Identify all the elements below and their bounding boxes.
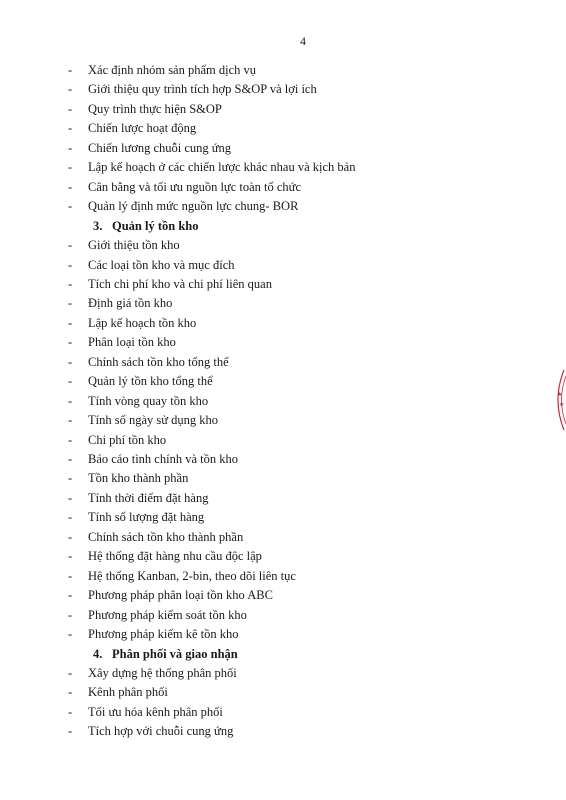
- list-item-text: Phương pháp kiểm kê tồn kho: [88, 627, 239, 642]
- svg-text:★: ★: [557, 391, 563, 398]
- section-title: Quản lý tồn kho: [112, 218, 199, 233]
- list-item-text: Phương pháp phân loại tồn kho ABC: [88, 588, 273, 603]
- list-item-text: Quản lý tồn kho tổng thể: [88, 374, 213, 389]
- bullet-dash: -: [68, 471, 73, 486]
- bullet-dash: -: [68, 627, 73, 642]
- bullet-dash: -: [68, 665, 73, 680]
- list-item: [68, 567, 296, 586]
- bullet-dash: -: [68, 510, 73, 525]
- section-number: 3.: [93, 218, 103, 233]
- list-item-text: Các loại tồn kho và mục đích: [88, 257, 235, 272]
- section-title: Phân phối và giao nhận: [112, 646, 238, 661]
- list-item: [68, 411, 218, 430]
- list-item: [68, 508, 204, 527]
- bullet-dash: -: [68, 393, 73, 408]
- list-item: [68, 431, 166, 450]
- list-item-text: Cân bằng và tối ưu nguồn lực toàn tổ chức: [88, 179, 301, 194]
- list-item-text: Xây dựng hệ thống phân phối: [88, 665, 237, 680]
- list-item-text: Lập kế hoạch tồn kho: [88, 315, 197, 330]
- bullet-dash: -: [68, 63, 73, 77]
- list-item: [68, 197, 298, 216]
- list-item: [68, 256, 235, 275]
- list-item-text: Quản lý định mức nguồn lực chung- BOR: [88, 199, 299, 214]
- bullet-dash: -: [68, 413, 73, 428]
- list-item-text: Tồn kho thành phần: [88, 471, 189, 486]
- list-item: [68, 469, 188, 488]
- list-item: [68, 722, 233, 741]
- bullet-dash: -: [68, 724, 73, 739]
- bullet-dash: -: [68, 82, 73, 97]
- list-item-text: Tính số lượng đặt hàng: [88, 510, 205, 525]
- list-item: [68, 314, 196, 333]
- list-item: [68, 586, 273, 605]
- list-item-text: Chi phí tồn kho: [88, 432, 167, 447]
- list-item: [68, 547, 262, 566]
- list-item: [68, 703, 223, 722]
- list-item-text: Giới thiệu tồn kho: [88, 238, 180, 253]
- list-item: [68, 178, 301, 197]
- bullet-dash: -: [68, 549, 73, 564]
- list-item: [68, 664, 237, 683]
- list-item: [68, 119, 196, 138]
- bullet-dash: -: [68, 257, 73, 272]
- svg-text:★: ★: [559, 401, 565, 408]
- list-item-text: Giới thiệu quy trình tích hợp S&OP và lợi ích: [88, 82, 317, 97]
- bullet-dash: -: [68, 276, 73, 291]
- bullet-dash: -: [68, 704, 73, 719]
- list-item-text: Tích hợp với chuỗi cung ứng: [88, 724, 234, 739]
- list-item: [68, 450, 238, 469]
- bullet-dash: -: [68, 296, 73, 311]
- list-item-text: Tính vòng quay tồn kho: [88, 393, 209, 408]
- list-item: [68, 139, 231, 158]
- red-stamp-edge: [550, 368, 566, 432]
- list-item-text: Định giá tồn kho: [88, 296, 173, 311]
- bullet-dash: -: [68, 685, 73, 700]
- list-item-text: Báo cáo tình chính và tồn kho: [88, 452, 238, 466]
- list-item: [68, 372, 213, 391]
- list-item-text: Hệ thống đặt hàng nhu cầu độc lập: [88, 549, 262, 564]
- bullet-dash: -: [68, 588, 73, 603]
- bullet-dash: -: [68, 452, 73, 466]
- list-item: [68, 61, 256, 80]
- bullet-dash: -: [68, 140, 73, 155]
- bullet-dash: -: [68, 335, 73, 350]
- bullet-dash: -: [68, 199, 73, 214]
- list-item-text: Hệ thống Kanban, 2-bin, theo dõi liên tục: [88, 568, 296, 583]
- bullet-dash: -: [68, 607, 73, 622]
- section-heading: [93, 645, 238, 664]
- list-item-text: Chính sách tồn kho thành phần: [88, 529, 244, 544]
- bullet-dash: -: [68, 179, 73, 194]
- page-number: 4: [300, 34, 306, 48]
- bullet-dash: -: [68, 315, 73, 330]
- list-item: [68, 80, 317, 99]
- bullet-dash: -: [68, 101, 73, 116]
- bullet-dash: -: [68, 374, 73, 389]
- list-item-text: Xác định nhóm sản phẩm dịch vụ: [88, 63, 257, 77]
- bullet-dash: -: [68, 529, 73, 544]
- list-item-text: Tối ưu hóa kênh phân phối: [88, 704, 223, 719]
- list-item-text: Kênh phân phối: [88, 685, 168, 700]
- list-item-text: Chiến lược hoạt động: [88, 121, 197, 136]
- list-item: [68, 528, 243, 547]
- list-item: [68, 353, 229, 372]
- list-item-text: Quy trình thực hiện S&OP: [88, 101, 222, 116]
- list-item: [68, 158, 355, 177]
- bullet-dash: -: [68, 238, 73, 253]
- section-heading: [93, 217, 199, 236]
- list-item-text: Phương pháp kiểm soát tồn kho: [88, 607, 247, 622]
- list-item-text: Chính sách tồn kho tổng thể: [88, 354, 229, 369]
- bullet-dash: -: [68, 160, 73, 175]
- list-item: [68, 100, 222, 119]
- list-item: [68, 683, 168, 702]
- list-item: [68, 275, 272, 294]
- bullet-dash: -: [68, 354, 73, 369]
- bullet-dash: -: [68, 432, 73, 447]
- list-item-text: Tính số ngày sử dụng kho: [88, 413, 219, 428]
- list-item-text: Lập kế hoạch ở các chiến lược khác nhau và kịch bản: [88, 160, 356, 175]
- list-item: [68, 489, 208, 508]
- list-item-text: Chiến lương chuỗi cung ứng: [88, 140, 232, 155]
- bullet-dash: -: [68, 490, 73, 505]
- list-item: [68, 294, 172, 313]
- list-item-text: Phân loại tồn kho: [88, 335, 176, 350]
- list-item-text: Tính thời điểm đặt hàng: [88, 490, 209, 505]
- bullet-dash: -: [68, 121, 73, 136]
- list-item: [68, 606, 247, 625]
- list-item: [68, 392, 208, 411]
- list-item-text: Tích chi phí kho và chi phí liên quan: [88, 276, 272, 291]
- section-number: 4.: [93, 646, 103, 661]
- bullet-dash: -: [68, 568, 73, 583]
- list-item: [68, 625, 239, 644]
- list-item: [68, 333, 176, 352]
- list-item: [68, 236, 180, 255]
